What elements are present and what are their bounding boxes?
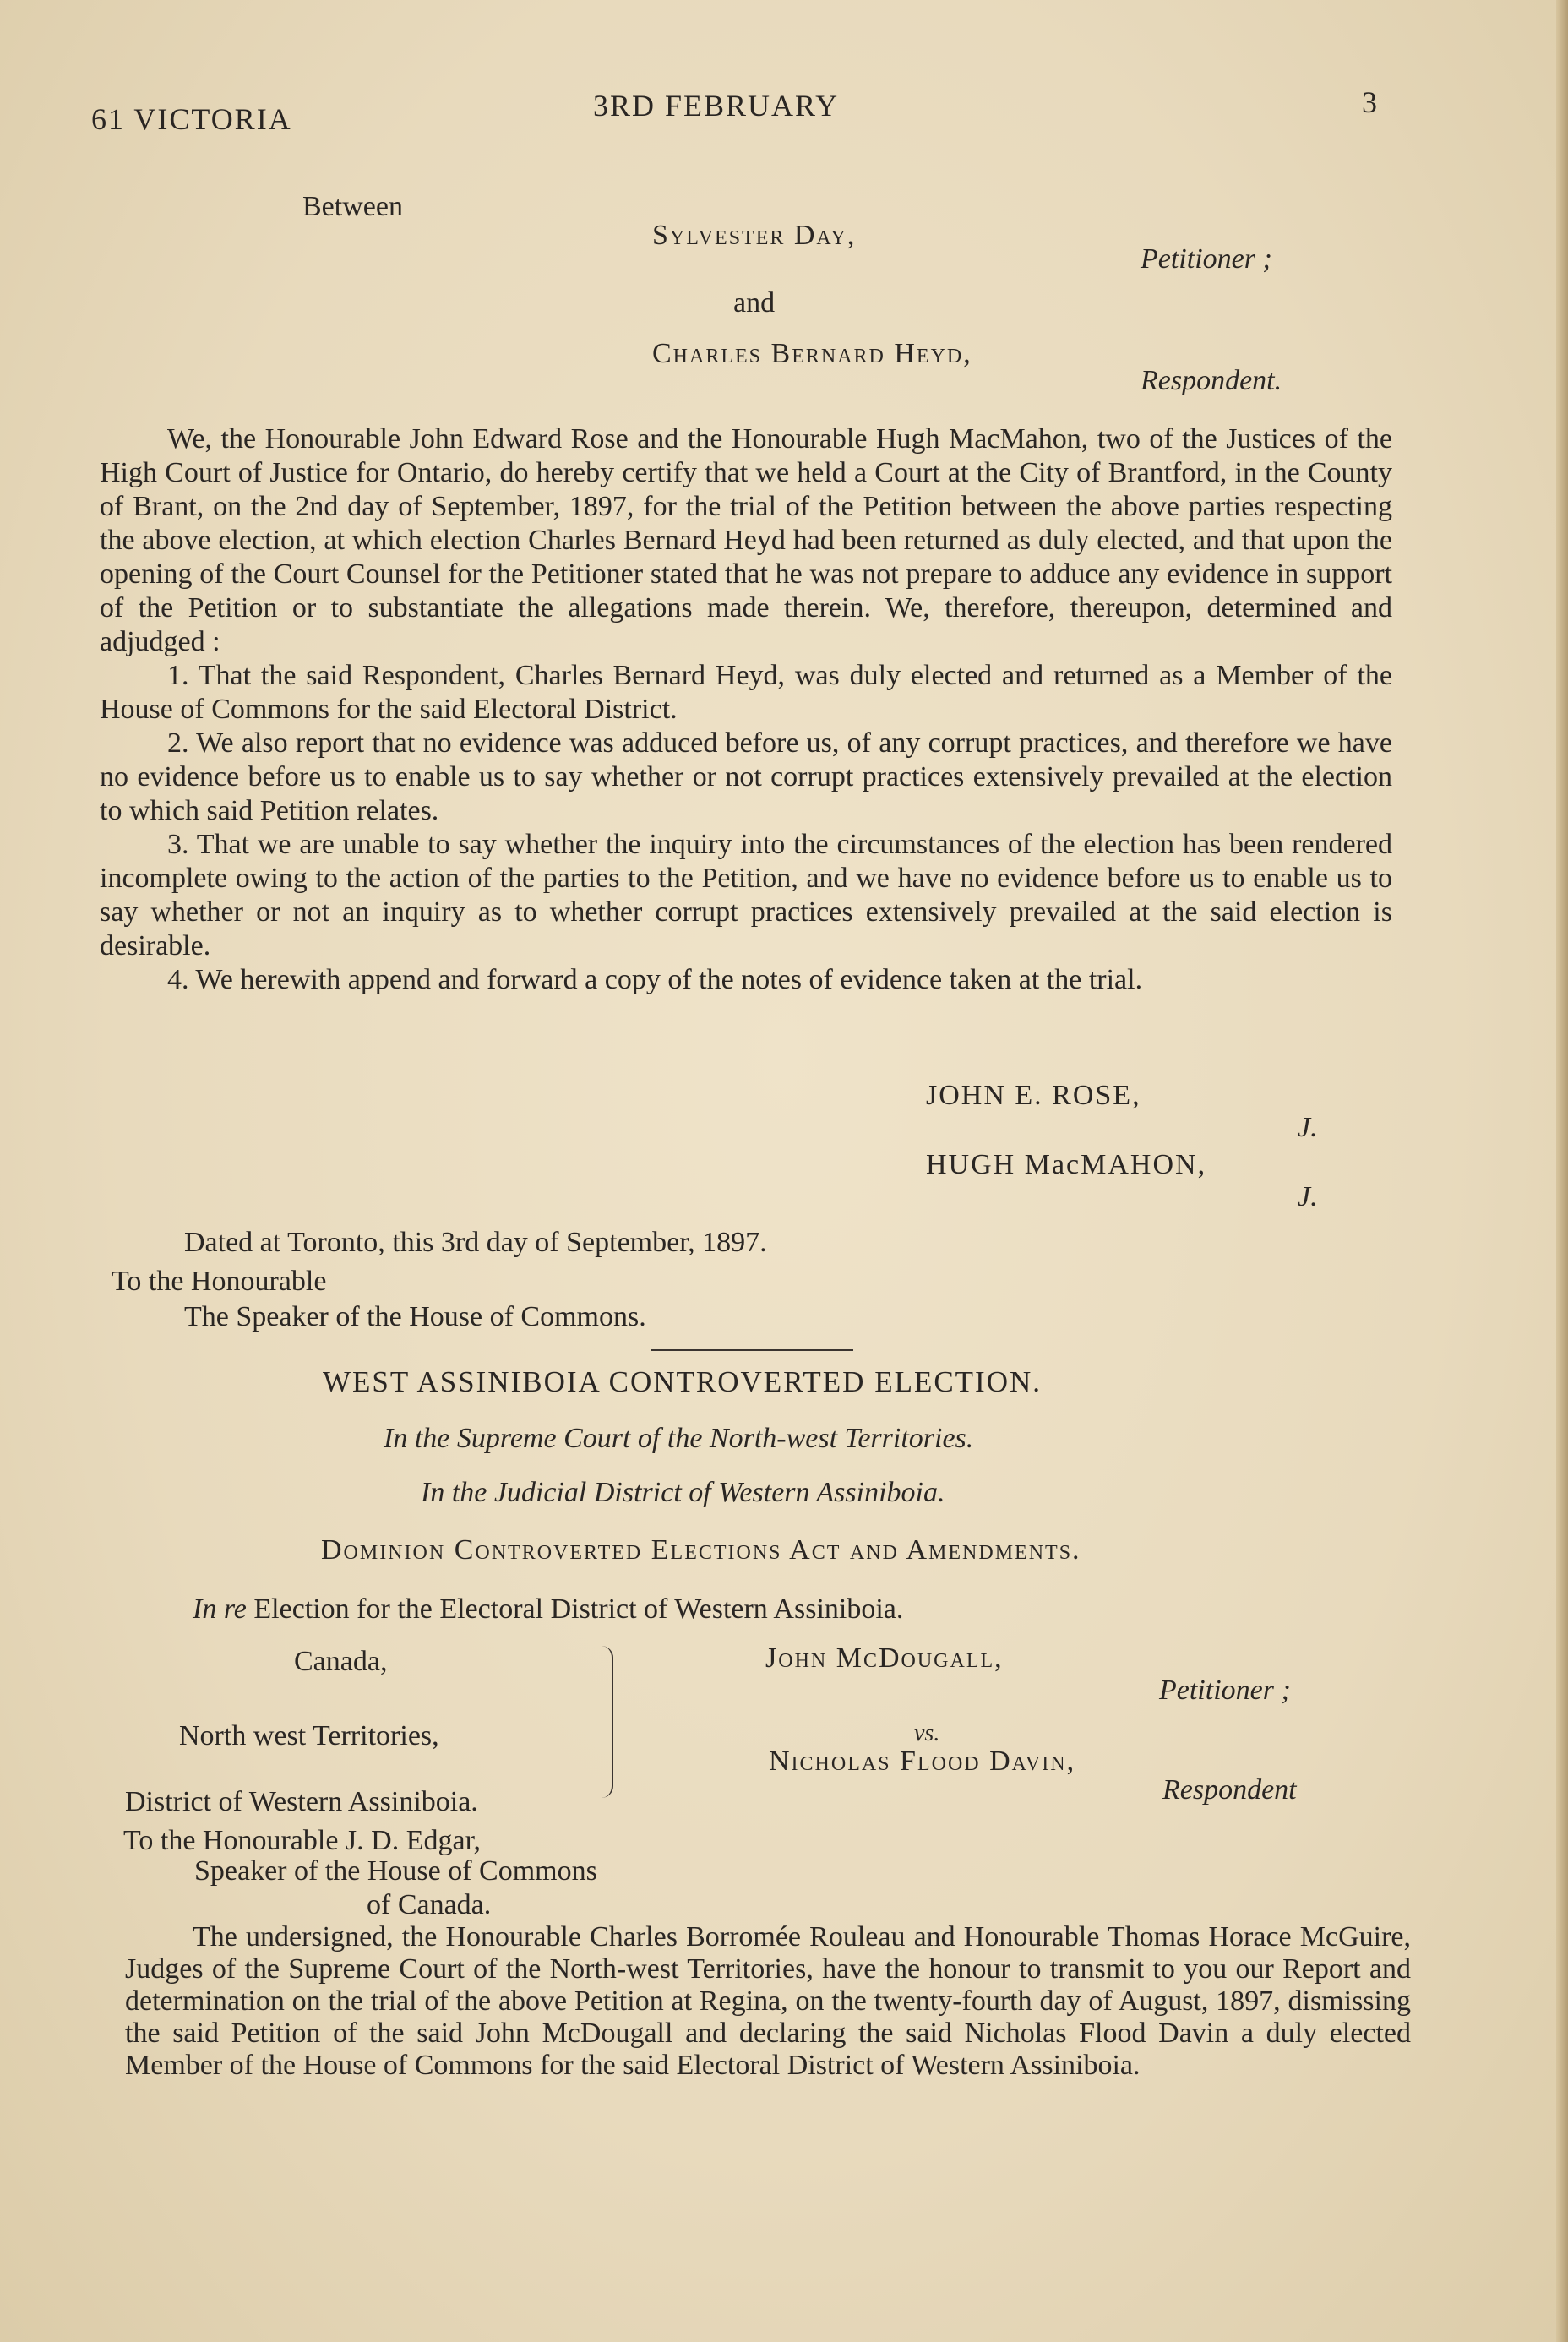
signature-name-2: HUGH MacMAHON, [926,1149,1207,1180]
case2-to-line: To the Honourable J. D. Edgar, [123,1825,482,1856]
case2-petitioner-role: Petitioner ; [1159,1675,1291,1706]
section-divider [651,1349,853,1351]
case2-speaker-line: Speaker of the House of Commons [194,1855,597,1887]
case2-title: WEST ASSINIBOIA CONTROVERTED ELECTION. [323,1365,1043,1398]
speaker-line: The Speaker of the House of Commons. [184,1301,646,1332]
respondent-name: Charles Bernard Heyd, [652,338,972,369]
case2-petitioner-name: John McDougall, [765,1642,1004,1674]
page-edge [1556,0,1568,2342]
versus-label: vs. [914,1720,940,1746]
header-left: 61 VICTORIA [91,102,292,136]
in-re-text: Election for the Electoral District of Western Assiniboia. [253,1593,904,1625]
case1-item-1: 1. That the said Respondent, Charles Bernard Heyd, was duly elected and returned as a Member of the House of Commons for the said Electoral District. [100,660,1392,725]
case2-body [125,1921,1411,2082]
venue-district: District of Western Assiniboia. [125,1786,478,1817]
signature-name-1: JOHN E. ROSE, [926,1080,1141,1111]
venue-territories: North west Territories, [179,1720,439,1751]
case1-item-2: 2. We also report that no evidence was adduced before us, of any corrupt practices, and therefore we have no evidence before us to enable us to say whether or not corrupt practices extensively prevailed at the election to which said Petition relates. [100,727,1392,826]
case2-paragraph: The undersigned, the Honourable Charles Borromée Rouleau and Honourable Thomas Horace McGuire, Judges of the Supreme Court of the North-west Territories, have the honour to transmit to you our Report and determination on the trial of the above Petition at Regina, on the twenty-fourth day of August, 1897, dismissing the said Petition of the said John McDougall and declaring the said Nicholas Flood Davin a duly elected Member of the House of Commons for the said Electoral District of Western Assiniboia. [125,1921,1411,2081]
case2-respondent-name: Nicholas Flood Davin, [769,1746,1076,1777]
and-label: and [733,287,776,319]
venue-canada: Canada, [294,1646,388,1677]
venue-brace [593,1646,613,1798]
case1-item-3: 3. That we are unable to say whether the inquiry into the circumstances of the election has been rendered incomplete owing to the action of the parties to the Petition, and we have no evidence before us to enable us to say whether or not an inquiry as to whether corrupt practices extensively prevailed at the said election is desirable. [100,829,1392,961]
in-re-prefix: In re [193,1593,247,1625]
to-line: To the Honourable [112,1266,327,1297]
page-number: 3 [1362,85,1379,119]
case2-respondent-role: Respondent [1162,1774,1297,1806]
case1-body [100,422,1392,997]
case1-item-4: 4. We herewith append and forward a copy of the notes of evidence taken at the trial. [167,964,1143,995]
between-label: Between [302,191,403,222]
case2-in-re [193,1593,903,1626]
petitioner-name: Sylvester Day, [652,220,857,251]
case2-district: In the Judicial District of Western Assiniboia. [421,1477,945,1508]
dated-line: Dated at Toronto, this 3rd day of September, 1897. [184,1227,767,1258]
case2-act: Dominion Controverted Elections Act and Amendments. [321,1534,1081,1566]
petitioner-role: Petitioner ; [1141,243,1272,275]
respondent-role: Respondent. [1141,365,1282,396]
case1-paragraph: We, the Honourable John Edward Rose and the Honourable Hugh MacMahon, two of the Justices of the High Court of Justice for Ontario, do hereby certify that we held a Court at the City of Brantford, in the County of Brant, on the 2nd day of September, 1897, for the trial of the Petition between the above parties respecting the above election, at which election Charles Bernard Heyd had been returned as duly elected, and that upon the opening of the Court Counsel for the Petitioner stated that he was not prepare to adduce any evidence in support of the Petition or to substantiate the allegations made therein. We, therefore, thereupon, determined and adjudged : [100,423,1392,657]
case2-canada-line: of Canada. [367,1889,492,1920]
signature-title-2: J. [1298,1181,1318,1212]
case2-court: In the Supreme Court of the North-west Territories. [384,1423,974,1454]
signature-title-1: J. [1298,1112,1318,1143]
header-center: 3RD FEBRUARY [593,89,840,123]
